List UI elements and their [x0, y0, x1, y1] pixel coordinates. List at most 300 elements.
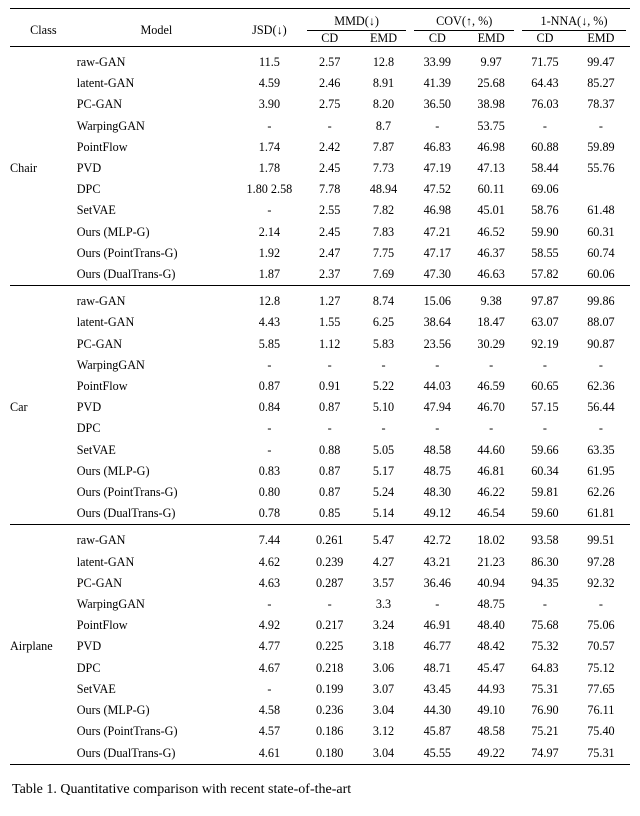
table-row: [10, 355, 630, 376]
cell-cov-emd: 46.70: [477, 400, 505, 415]
cell-cov-emd: 60.11: [477, 182, 505, 197]
cell-mmd-cd: 2.37: [319, 267, 341, 282]
cell-mmd-cd: 2.57: [319, 55, 341, 69]
cell-cov-cd: 47.19: [423, 161, 451, 176]
cell-jsd: 4.61: [258, 745, 281, 760]
cell-cov-cd: 47.94: [423, 400, 451, 415]
cell-cov-cd: 46.77: [423, 639, 451, 654]
cell-nna-emd: 75.12: [587, 660, 615, 675]
cell-mmd-emd: 7.73: [372, 161, 395, 176]
cell-model: Ours (PointTrans-G): [76, 245, 178, 260]
cell-nna-cd: 74.97: [531, 745, 559, 760]
cell-nna-emd: -: [598, 421, 603, 436]
header-nna-label: 1-NNA(↓, %): [522, 14, 626, 31]
cell-mmd-cd: 2.46: [319, 76, 341, 91]
cell-nna-emd: 61.48: [587, 203, 615, 218]
cell-cov-cd: 43.45: [423, 681, 451, 696]
table-row: [10, 158, 630, 179]
cell-cov-emd: 18.47: [477, 315, 505, 330]
header-row-groups: [10, 14, 630, 31]
cell-jsd: 1.80 2.58: [246, 182, 293, 197]
cell-nna-emd: 60.31: [587, 224, 615, 239]
cell-mmd-cd: 2.45: [319, 161, 341, 176]
cell-nna-cd: 94.35: [531, 575, 559, 590]
table-row: [10, 243, 630, 264]
cell-cov-cd: 45.87: [423, 724, 451, 739]
cell-nna-cd: 57.82: [531, 267, 559, 282]
cell-model: Ours (MLP-G): [76, 703, 150, 718]
table-row: [10, 503, 630, 525]
cell-cov-cd: 23.56: [423, 336, 451, 351]
table-row: [10, 700, 630, 721]
cell-model: Ours (MLP-G): [76, 463, 150, 478]
cell-mmd-cd: -: [327, 357, 332, 372]
cell-cov-emd: 53.75: [477, 118, 505, 133]
cell-nna-emd: 60.06: [587, 267, 615, 282]
cell-mmd-emd: 3.24: [372, 618, 395, 633]
table-row: [10, 222, 630, 243]
cell-nna-cd: 75.31: [531, 681, 559, 696]
cell-cov-cd: 46.91: [423, 618, 451, 633]
cell-model: latent-GAN: [76, 76, 135, 91]
cell-model: WarpingGAN: [76, 597, 145, 612]
cell-cov-emd: 48.42: [477, 639, 505, 654]
cell-cov-cd: 41.39: [423, 76, 451, 91]
cell-jsd: 4.58: [258, 703, 281, 718]
cell-nna-cd: 58.44: [531, 161, 559, 176]
cell-model: DPC: [76, 182, 101, 197]
header-model: Model: [140, 22, 173, 37]
cell-mmd-emd: 8.74: [372, 294, 395, 309]
cell-jsd: 0.87: [258, 379, 281, 394]
cell-cov-emd: 40.94: [477, 575, 505, 590]
table-row: [10, 137, 630, 158]
cell-jsd: 2.14: [258, 224, 281, 239]
cell-model: Ours (PointTrans-G): [76, 724, 178, 739]
cell-mmd-cd: 2.42: [319, 139, 341, 154]
cell-cov-cd: 47.21: [423, 224, 451, 239]
cell-nna-emd: 85.27: [587, 76, 615, 91]
cell-jsd: 11.5: [258, 55, 280, 69]
cell-nna-cd: 59.66: [531, 442, 559, 457]
cell-mmd-emd: 5.14: [372, 506, 395, 521]
cell-cov-emd: -: [489, 357, 494, 372]
table-caption: Table 1. Quantitative comparison with recent state-of-the-art: [12, 781, 352, 797]
cell-jsd: 7.44: [258, 533, 281, 548]
table-row: [10, 73, 630, 94]
cell-mmd-emd: 3.57: [372, 575, 395, 590]
cell-mmd-cd: 0.199: [315, 681, 344, 696]
cell-mmd-cd: 2.75: [319, 97, 341, 112]
cell-cov-cd: 47.52: [423, 182, 451, 197]
cell-jsd: 1.78: [258, 161, 281, 176]
cell-cov-emd: 46.54: [477, 506, 505, 521]
cell-mmd-cd: 0.87: [319, 463, 341, 478]
cell-mmd-emd: 3.12: [372, 724, 395, 739]
cell-mmd-emd: 6.25: [372, 315, 395, 330]
cell-cov-emd: 9.97: [480, 55, 502, 69]
cell-model: DPC: [76, 660, 101, 675]
cell-nna-cd: 86.30: [531, 554, 559, 569]
table-row: [10, 573, 630, 594]
cell-nna-emd: 76.11: [587, 703, 615, 718]
cell-jsd: 4.92: [258, 618, 281, 633]
cell-nna-cd: 59.81: [531, 485, 559, 500]
cell-cov-cd: 44.30: [423, 703, 451, 718]
cell-jsd: -: [267, 203, 272, 218]
cell-cov-emd: 49.22: [477, 745, 505, 760]
cell-nna-cd: 60.65: [531, 379, 559, 394]
cell-mmd-emd: 7.87: [372, 139, 395, 154]
subheader-nna-cd: CD: [536, 31, 554, 45]
cell-cov-cd: 15.06: [423, 294, 451, 309]
cell-cov-cd: 36.46: [423, 575, 451, 590]
cell-nna-emd: -: [598, 118, 603, 133]
cell-jsd: -: [267, 442, 272, 457]
cell-cov-cd: 46.98: [423, 203, 451, 218]
cell-nna-cd: 76.03: [531, 97, 559, 112]
table-row: [10, 116, 630, 137]
cell-cov-emd: 25.68: [477, 76, 505, 91]
cell-model: Ours (DualTrans-G): [76, 745, 176, 760]
table-row: [10, 94, 630, 115]
table-row: [10, 530, 630, 551]
table-row: [10, 594, 630, 615]
cell-nna-emd: 55.76: [587, 161, 615, 176]
cell-jsd: 0.80: [258, 485, 281, 500]
table-row: [10, 312, 630, 333]
cell-nna-cd: 75.68: [531, 618, 559, 633]
cell-nna-emd: 59.89: [587, 139, 615, 154]
cell-mmd-cd: 0.87: [319, 485, 341, 500]
cell-cov-emd: 46.81: [477, 463, 505, 478]
cell-model: SetVAE: [76, 681, 116, 696]
cell-mmd-cd: 0.180: [315, 745, 344, 760]
cell-mmd-cd: 0.287: [315, 575, 344, 590]
cell-nna-cd: 57.15: [531, 400, 559, 415]
cell-nna-cd: 64.83: [531, 660, 559, 675]
cell-cov-cd: -: [435, 597, 440, 612]
cell-mmd-cd: 2.47: [319, 245, 341, 260]
table-row: [10, 440, 630, 461]
cell-cov-cd: 48.58: [423, 442, 451, 457]
cell-mmd-cd: 2.55: [319, 203, 341, 218]
cell-nna-emd: 61.95: [587, 463, 615, 478]
cell-mmd-emd: 5.10: [372, 400, 395, 415]
cell-nna-cd: 75.32: [531, 639, 559, 654]
cell-jsd: 0.83: [258, 463, 281, 478]
table-row: [10, 264, 630, 286]
cell-mmd-emd: 5.05: [372, 442, 395, 457]
cell-nna-emd: 61.81: [587, 506, 615, 521]
cell-jsd: 1.74: [258, 139, 281, 154]
table-row: [10, 461, 630, 482]
cell-mmd-emd: 48.94: [369, 182, 398, 197]
cell-nna-emd: 56.44: [587, 400, 615, 415]
cell-mmd-cd: 0.218: [315, 660, 344, 675]
class-label: Chair: [10, 161, 38, 176]
cell-mmd-cd: -: [327, 597, 332, 612]
cell-mmd-emd: 3.07: [372, 681, 395, 696]
cell-nna-emd: -: [598, 597, 603, 612]
cell-cov-cd: 44.03: [423, 379, 451, 394]
cell-nna-emd: 90.87: [587, 336, 615, 351]
cell-jsd: 4.77: [258, 639, 281, 654]
cell-mmd-cd: 1.12: [319, 336, 341, 351]
results-table: [10, 8, 630, 770]
cell-nna-emd: 88.07: [587, 315, 615, 330]
cell-mmd-cd: 0.88: [319, 442, 341, 457]
cell-nna-cd: 59.60: [531, 506, 559, 521]
cell-nna-emd: 60.74: [587, 245, 615, 260]
cell-mmd-cd: -: [327, 421, 332, 436]
cell-cov-cd: -: [435, 421, 440, 436]
table-header: [10, 9, 630, 53]
cell-cov-emd: -: [489, 421, 494, 436]
cell-nna-emd: 99.51: [587, 533, 615, 548]
cell-jsd: 1.92: [258, 245, 281, 260]
cell-jsd: -: [267, 118, 272, 133]
cell-jsd: 4.62: [258, 554, 281, 569]
cell-mmd-emd: 3.18: [372, 639, 395, 654]
table-row: [10, 334, 630, 355]
cell-cov-emd: 45.01: [477, 203, 505, 218]
cell-nna-emd: -: [598, 357, 603, 372]
cell-mmd-emd: 7.83: [372, 224, 395, 239]
cell-mmd-emd: 4.27: [372, 554, 395, 569]
cell-mmd-cd: 7.78: [319, 182, 341, 197]
table-row: [10, 376, 630, 397]
cell-cov-emd: 30.29: [477, 336, 505, 351]
table-row: [10, 52, 630, 73]
cell-cov-cd: 38.64: [423, 315, 451, 330]
class-label: Airplane: [10, 639, 53, 654]
cell-model: Ours (PointTrans-G): [76, 485, 178, 500]
cell-cov-cd: -: [435, 357, 440, 372]
cell-mmd-emd: 8.20: [372, 97, 395, 112]
cell-mmd-cd: 0.236: [315, 703, 344, 718]
cell-nna-cd: 76.90: [531, 703, 559, 718]
cell-cov-emd: 44.60: [477, 442, 505, 457]
cell-cov-emd: 48.75: [477, 597, 505, 612]
cell-nna-cd: 75.21: [531, 724, 559, 739]
cell-mmd-cd: 0.261: [315, 533, 344, 548]
cell-model: WarpingGAN: [76, 357, 145, 372]
header-nna: [518, 14, 630, 31]
cell-nna-cd: 69.06: [531, 182, 559, 197]
cell-mmd-emd: 5.83: [372, 336, 395, 351]
cell-cov-cd: 48.71: [423, 660, 451, 675]
cell-model: Ours (DualTrans-G): [76, 267, 176, 282]
cell-mmd-cd: 0.91: [319, 379, 341, 394]
header-class: Class: [30, 22, 57, 37]
cell-nna-cd: 58.55: [531, 245, 559, 260]
cell-model: WarpingGAN: [76, 118, 145, 133]
cell-nna-emd: 77.65: [587, 681, 615, 696]
cell-model: SetVAE: [76, 442, 116, 457]
cell-nna-cd: 63.07: [531, 315, 559, 330]
cell-cov-emd: 46.37: [477, 245, 505, 260]
header-mmd: [303, 14, 411, 31]
cell-cov-cd: 43.21: [423, 554, 451, 569]
cell-cov-emd: 48.40: [477, 618, 505, 633]
cell-nna-cd: 58.76: [531, 203, 559, 218]
cell-jsd: 4.67: [258, 660, 281, 675]
cell-jsd: 3.90: [258, 97, 281, 112]
cell-jsd: 4.57: [258, 724, 281, 739]
cell-nna-cd: -: [542, 357, 547, 372]
cell-nna-cd: -: [542, 597, 547, 612]
cell-jsd: 0.84: [258, 400, 281, 415]
cell-nna-cd: 60.34: [531, 463, 559, 478]
cell-model: PVD: [76, 400, 102, 415]
table-row: [10, 397, 630, 418]
table-row: [10, 679, 630, 700]
cell-mmd-emd: 3.04: [372, 745, 395, 760]
table-row: [10, 179, 630, 200]
cell-nna-emd: 70.57: [587, 639, 615, 654]
table-row: [10, 743, 630, 765]
cell-nna-cd: 71.75: [531, 55, 559, 69]
cell-jsd: 0.78: [258, 506, 281, 521]
cell-model: raw-GAN: [76, 294, 126, 309]
cell-mmd-emd: 8.7: [375, 118, 392, 133]
cell-nna-cd: 64.43: [531, 76, 559, 91]
cell-nna-emd: 75.06: [587, 618, 615, 633]
cell-mmd-cd: 0.239: [315, 554, 344, 569]
cell-cov-cd: 46.83: [423, 139, 451, 154]
subheader-nna-emd: EMD: [587, 31, 615, 45]
cell-model: SetVAE: [76, 203, 116, 218]
cell-cov-cd: -: [435, 118, 440, 133]
cell-cov-cd: 45.55: [423, 745, 451, 760]
cell-cov-cd: 36.50: [423, 97, 451, 112]
cell-mmd-cd: 1.55: [319, 315, 341, 330]
table-row: [10, 658, 630, 679]
cell-nna-emd: 92.32: [587, 575, 615, 590]
table-row: [10, 418, 630, 439]
header-mmd-label: MMD(↓): [307, 14, 407, 31]
cell-mmd-emd: 7.75: [372, 245, 395, 260]
table-row: [10, 721, 630, 742]
cell-mmd-emd: 7.69: [372, 267, 395, 282]
cell-model: Ours (DualTrans-G): [76, 506, 176, 521]
cell-mmd-cd: 0.225: [315, 639, 344, 654]
cell-cov-emd: 47.13: [477, 161, 505, 176]
cell-nna-cd: -: [542, 421, 547, 436]
header-cov: [410, 14, 518, 31]
table-row: [10, 615, 630, 636]
cell-cov-emd: 46.63: [477, 267, 505, 282]
cell-jsd: -: [267, 681, 272, 696]
cell-mmd-cd: 0.85: [319, 506, 341, 521]
cell-cov-cd: 48.30: [423, 485, 451, 500]
cell-cov-emd: 46.59: [477, 379, 505, 394]
cell-jsd: 4.43: [258, 315, 281, 330]
cell-cov-emd: 9.38: [480, 294, 502, 309]
header-jsd: JSD(↓): [252, 22, 287, 37]
cell-cov-cd: 49.12: [423, 506, 451, 521]
cell-mmd-cd: 1.27: [319, 294, 341, 309]
cell-mmd-emd: 5.47: [372, 533, 395, 548]
cell-mmd-emd: -: [381, 357, 386, 372]
cell-model: Ours (MLP-G): [76, 224, 150, 239]
cell-cov-emd: 45.47: [477, 660, 505, 675]
header-cov-label: COV(↑, %): [414, 14, 514, 31]
cell-nna-cd: -: [542, 118, 547, 133]
cell-cov-emd: 46.22: [477, 485, 505, 500]
cell-model: raw-GAN: [76, 533, 126, 548]
cell-cov-emd: 46.98: [477, 139, 505, 154]
cell-mmd-emd: 12.8: [372, 55, 395, 69]
table-row: [10, 482, 630, 503]
cell-mmd-cd: 0.87: [319, 400, 341, 415]
cell-jsd: -: [267, 421, 272, 436]
cell-model: PVD: [76, 639, 102, 654]
cell-mmd-emd: 8.91: [372, 76, 395, 91]
cell-nna-cd: 93.58: [531, 533, 559, 548]
cell-model: latent-GAN: [76, 315, 135, 330]
cell-nna-cd: 97.87: [531, 294, 559, 309]
cell-model: PC-GAN: [76, 336, 123, 351]
cell-model: PVD: [76, 161, 102, 176]
cell-jsd: -: [267, 597, 272, 612]
cell-mmd-emd: 7.82: [372, 203, 395, 218]
cell-model: PC-GAN: [76, 575, 123, 590]
cell-nna-emd: 99.47: [587, 55, 615, 69]
cell-nna-emd: 75.31: [587, 745, 615, 760]
cell-model: PC-GAN: [76, 97, 123, 112]
cell-cov-emd: 21.23: [477, 554, 505, 569]
cell-nna-emd: 62.26: [587, 485, 615, 500]
cell-cov-cd: 47.17: [423, 245, 451, 260]
cell-cov-cd: 33.99: [423, 55, 451, 69]
cell-cov-emd: 49.10: [477, 703, 505, 718]
cell-mmd-emd: 5.17: [372, 463, 395, 478]
cell-model: DPC: [76, 421, 101, 436]
cell-nna-emd: [572, 179, 630, 200]
cell-cov-emd: 44.93: [477, 681, 505, 696]
subheader-cov-cd: CD: [428, 31, 446, 45]
class-label: Car: [10, 400, 28, 415]
cell-nna-cd: 92.19: [531, 336, 559, 351]
cell-jsd: 4.59: [258, 76, 281, 91]
cell-cov-emd: 18.02: [477, 533, 505, 548]
cell-cov-cd: 48.75: [423, 463, 451, 478]
cell-jsd: 1.87: [258, 267, 281, 282]
table-row: [10, 200, 630, 221]
cell-cov-cd: 47.30: [423, 267, 451, 282]
cell-model: raw-GAN: [76, 55, 126, 69]
cell-cov-emd: 48.58: [477, 724, 505, 739]
cell-jsd: 5.85: [258, 336, 281, 351]
cell-nna-emd: 62.36: [587, 379, 615, 394]
cell-mmd-cd: -: [327, 118, 332, 133]
subheader-mmd-emd: EMD: [369, 31, 398, 45]
cell-model: latent-GAN: [76, 554, 135, 569]
cell-model: PointFlow: [76, 139, 128, 154]
cell-cov-emd: 46.52: [477, 224, 505, 239]
cell-cov-cd: 42.72: [423, 533, 451, 548]
table-row: [10, 291, 630, 312]
cell-nna-emd: 99.86: [587, 294, 615, 309]
table-body: [10, 52, 630, 770]
cell-mmd-emd: 5.22: [372, 379, 395, 394]
cell-nna-emd: 75.40: [587, 724, 615, 739]
cell-mmd-cd: 2.45: [319, 224, 341, 239]
cell-jsd: 4.63: [258, 575, 281, 590]
cell-mmd-emd: 5.24: [372, 485, 395, 500]
